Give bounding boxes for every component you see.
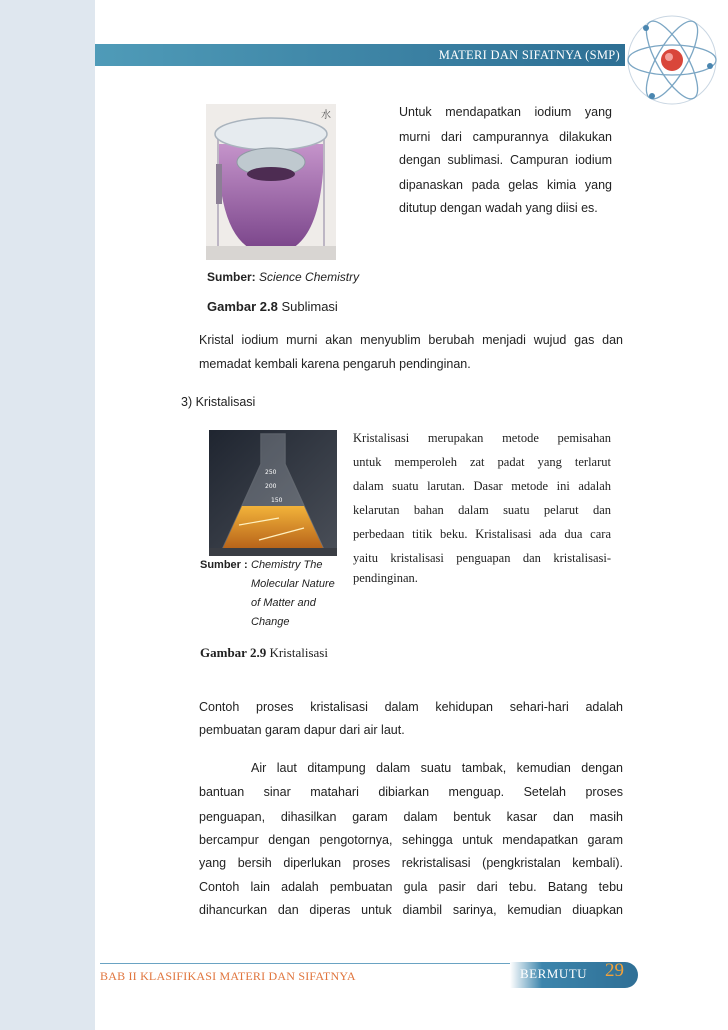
paragraph2-line-2: pembuatan garam dapur dari air laut.	[199, 723, 405, 737]
figure1-source-label: Sumber:	[207, 270, 256, 284]
footer-chapter-title: BAB II KLASIFIKASI MATERI DAN SIFATNYA	[100, 969, 356, 983]
figure1-caption-label: Gambar 2.8	[207, 299, 278, 314]
figure2-side-line-6: yaitu kristalisasi penguapan dan kristalisasi-	[353, 551, 611, 565]
atom-emblem-logo	[622, 10, 722, 110]
paragraph3-line-1: Air laut ditampung dalam suatu tambak, kemudian dengan	[251, 761, 623, 775]
figure2-side-line-7: pendinginan.	[353, 571, 418, 585]
paragraph3-line-5: yang bersih diperlukan proses rekristalisasi (pengkristalan kembali).	[199, 856, 623, 870]
figure2-side-line-4: kelarutan bahan dalam suatu pelarut dan	[353, 503, 611, 517]
figure2-source-label: Sumber :	[200, 559, 248, 571]
figure1-side-line-1: Untuk mendapatkan iodium yang	[399, 105, 612, 119]
figure2-caption-text: Kristalisasi	[269, 645, 328, 660]
figure2-source-line-3: of Matter and	[251, 597, 316, 609]
page-number: 29	[605, 960, 624, 981]
figure1-source	[207, 270, 359, 284]
figure2-side-line-5: perbedaan titik beku. Kristalisasi ada dua cara	[353, 527, 611, 541]
figure1-source-title: Science Chemistry	[259, 270, 360, 284]
svg-text:200: 200	[265, 483, 277, 490]
paragraph1-line-1: Kristal iodium murni akan menyublim berubah menjadi wujud gas dan	[199, 333, 623, 347]
paragraph3-line-2: bantuan sinar matahari dibiarkan menguap. Setelah proses	[199, 785, 623, 799]
paragraph3-line-4: bercampur dengan pengotornya, sehingga untuk mendapatkan garam	[199, 833, 623, 847]
paragraph3-line-3: penguapan, dihasilkan garam dalam bentuk kasar dan masih	[199, 810, 623, 824]
figure1-side-line-3: dengan sublimasi. Campuran iodium	[399, 153, 612, 167]
figure2-side-line-2: untuk memperoleh zat padat yang terlarut	[353, 455, 611, 469]
section-heading: 3) Kristalisasi	[181, 395, 256, 409]
paragraph3-line-6: Contoh lain adalah pembuatan gula pasir dari tebu. Batang tebu	[199, 880, 623, 894]
figure2-source-line-2: Molecular Nature	[251, 578, 335, 590]
figure1-caption	[207, 299, 338, 314]
figure2-caption-label: Gambar 2.9	[200, 645, 267, 660]
footer-badge-text: BERMUTU	[520, 966, 588, 981]
figure2-side-line-3: dalam suatu larutan. Dasar metode ini adalah	[353, 479, 611, 493]
figure1-side-line-2: murni dari campurannya dilakukan	[399, 130, 612, 144]
figure2-source-line-1: Chemistry The	[251, 559, 323, 571]
paragraph2-line-1: Contoh proses kristalisasi dalam kehidupan sehari-hari adalah	[199, 700, 623, 714]
sublimation-photo	[206, 104, 336, 260]
svg-text:水: 水	[321, 110, 331, 121]
figure1-side-line-5: ditutup dengan wadah yang diisi es.	[399, 201, 598, 215]
paragraph1-line-2: memadat kembali karena pengaruh pendinginan.	[199, 357, 471, 371]
crystallization-flask-photo	[209, 430, 337, 556]
figure1-side-line-4: dipanaskan pada gelas kimia yang	[399, 178, 612, 192]
paragraph3-line-7: dihancurkan dan diperas untuk diambil sarinya, kemudian diuapkan	[199, 903, 623, 917]
footer-rule	[100, 963, 515, 964]
figure1-caption-text: Sublimasi	[281, 299, 338, 314]
svg-text:150: 150	[271, 497, 283, 504]
svg-text:250: 250	[265, 469, 277, 476]
figure2-source-line-4: Change	[251, 616, 290, 628]
figure2-caption	[200, 645, 328, 661]
figure2-side-line-1: Kristalisasi merupakan metode pemisahan	[353, 431, 611, 445]
running-header-title: MATERI DAN SIFATNYA (SMP)	[438, 48, 620, 62]
left-sidebar-band	[0, 0, 95, 1030]
